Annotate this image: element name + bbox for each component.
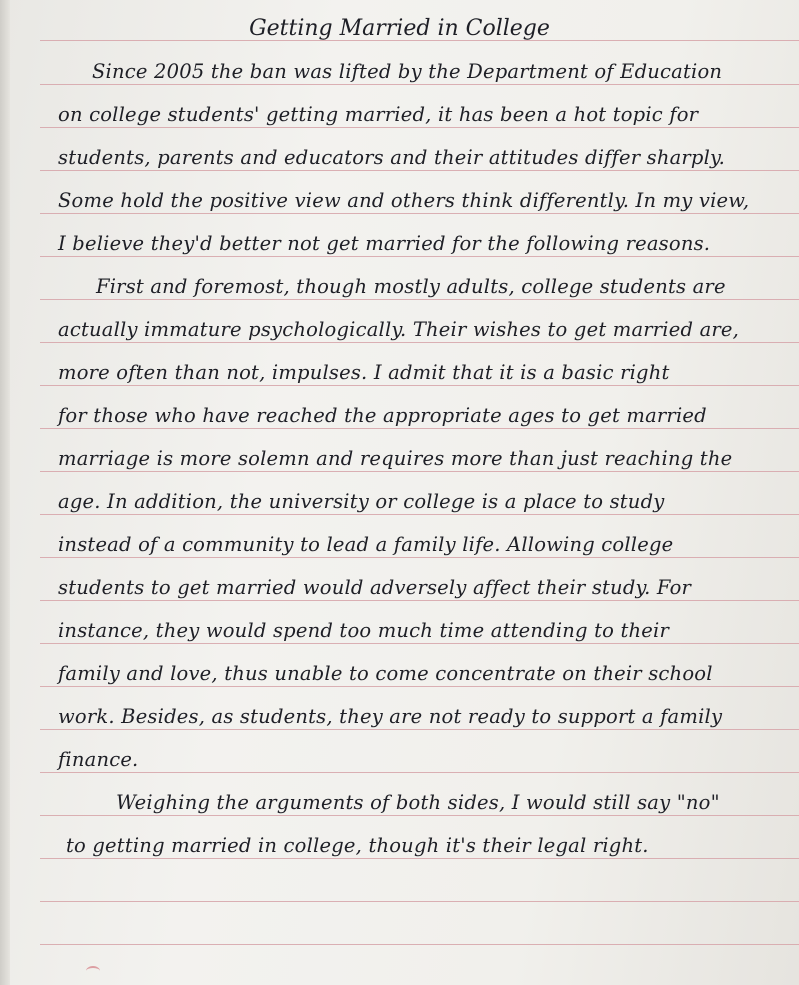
ruled-line — [40, 686, 799, 687]
essay-line: Weighing the arguments of both sides, I would still say "no" — [116, 791, 720, 814]
ruled-line — [40, 514, 799, 515]
ruled-line — [40, 772, 799, 773]
ruled-line — [40, 84, 799, 85]
ruled-line — [40, 557, 799, 558]
ruled-line — [40, 901, 799, 902]
essay-line: marriage is more solemn and requires more than just reaching the — [58, 447, 733, 470]
ruled-line — [40, 944, 799, 945]
essay-line: I believe they'd better not get married for the following reasons. — [58, 232, 711, 255]
essay-line: actually immature psychologically. Their wishes to get married are, — [58, 318, 740, 341]
essay-title: Getting Married in College — [249, 16, 550, 41]
ruled-line — [40, 815, 799, 816]
ruled-line — [40, 428, 799, 429]
ruled-line — [40, 299, 799, 300]
ruled-line — [40, 127, 799, 128]
essay-line: work. Besides, as students, they are not ready to support a family — [58, 705, 723, 728]
pen-mark — [86, 966, 100, 976]
ruled-line — [40, 471, 799, 472]
ruled-line — [40, 213, 799, 214]
ruled-line — [40, 342, 799, 343]
ruled-line — [40, 729, 799, 730]
essay-line: for those who have reached the appropriate ages to get married — [58, 404, 707, 427]
ruled-line — [40, 385, 799, 386]
essay-line: instead of a community to lead a family life. Allowing college — [58, 533, 674, 556]
ruled-line — [40, 643, 799, 644]
essay-line: on college students' getting married, it has been a hot topic for — [58, 103, 699, 126]
page-edge-shadow — [0, 0, 10, 985]
essay-line: more often than not, impulses. I admit that it is a basic right — [58, 361, 670, 384]
essay-line: finance. — [58, 748, 139, 771]
essay-line: age. In addition, the university or college is a place to study — [58, 490, 665, 513]
essay-line: students to get married would adversely affect their study. For — [58, 576, 692, 599]
ruled-line — [40, 858, 799, 859]
essay-line: to getting married in college, though it's their legal right. — [66, 834, 649, 857]
essay-line: Since 2005 the ban was lifted by the Department of Education — [92, 60, 723, 83]
essay-line: First and foremost, though mostly adults, college students are — [96, 275, 726, 298]
ruled-line — [40, 600, 799, 601]
ruled-line — [40, 256, 799, 257]
essay-line: instance, they would spend too much time attending to their — [58, 619, 669, 642]
essay-line: Some hold the positive view and others think differently. In my view, — [58, 189, 750, 212]
ruled-line — [40, 170, 799, 171]
essay-line: students, parents and educators and their attitudes differ sharply. — [58, 146, 726, 169]
essay-line: family and love, thus unable to come concentrate on their school — [58, 662, 713, 685]
